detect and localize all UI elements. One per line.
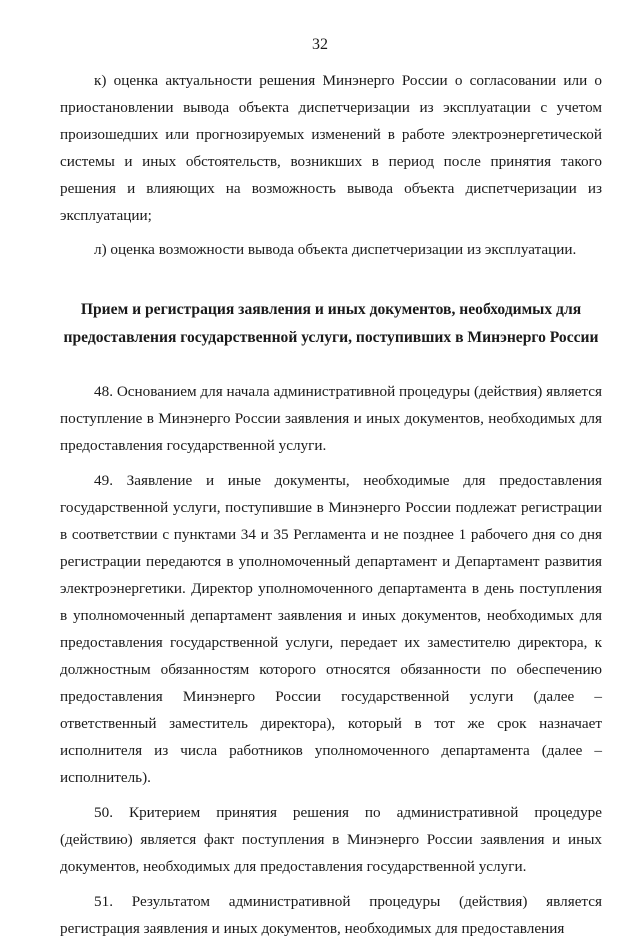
section-heading: Прием и регистрация заявления и иных документов, необходимых для предоставления государственной услуги, поступивших в Минэнерго России <box>63 301 599 346</box>
paragraph-48: 48. Основанием для начала административной процедуры (действия) является поступление в Минэнерго России заявления и иных документов, необходимых для предоставления государственной услуги. <box>60 383 602 454</box>
paragraph-51: 51. Результатом административной процедуры (действия) является регистрация заявления и иных документов, необходимых для предоставления <box>60 893 602 937</box>
list-item-l: л) оценка возможности вывода объекта диспетчеризации из эксплуатации. <box>94 241 577 258</box>
paragraph-49: 49. Заявление и иные документы, необходимые для предоставления государственной услуги, поступившие в Минэнерго России подлежат регистрации в соответствии с пунктами 34 и 35 Регламента и не позднее 1 рабочего дня со дня регистрации передаются в уполномоченный департамент и Департамент развития электроэнергетики. Директор уполномоченного департамента в день поступления в уполномоченный департамент заявления и иных документов, необходимых для предоставления государственной услуги, передает их заместителю директора, к должностным обязанностям которого относятся обязанности по обеспечению предоставления Минэнерго России государственной услуги (далее – ответственный заместитель директора), который в тот же срок назначает исполнителя из числа работников уполномоченного департамента (далее – исполнитель). <box>60 472 602 786</box>
page-number: 32 <box>312 36 328 53</box>
document-body <box>60 67 602 942</box>
paragraph-50: 50. Критерием принятия решения по административной процедуре (действию) является факт поступления в Минэнерго России заявления и иных документов, необходимых для предоставления государственной услуги. <box>60 804 602 875</box>
list-item-k: к) оценка актуальности решения Минэнерго России о согласовании или о приостановлении вывода объекта диспетчеризации из эксплуатации с учетом произошедших или прогнозируемых изменений в работе электроэнергетической системы и иных обстоятельств, возникших в период после принятия такого решения и влияющих на возможность вывода объекта диспетчеризации из эксплуатации; <box>60 72 602 224</box>
